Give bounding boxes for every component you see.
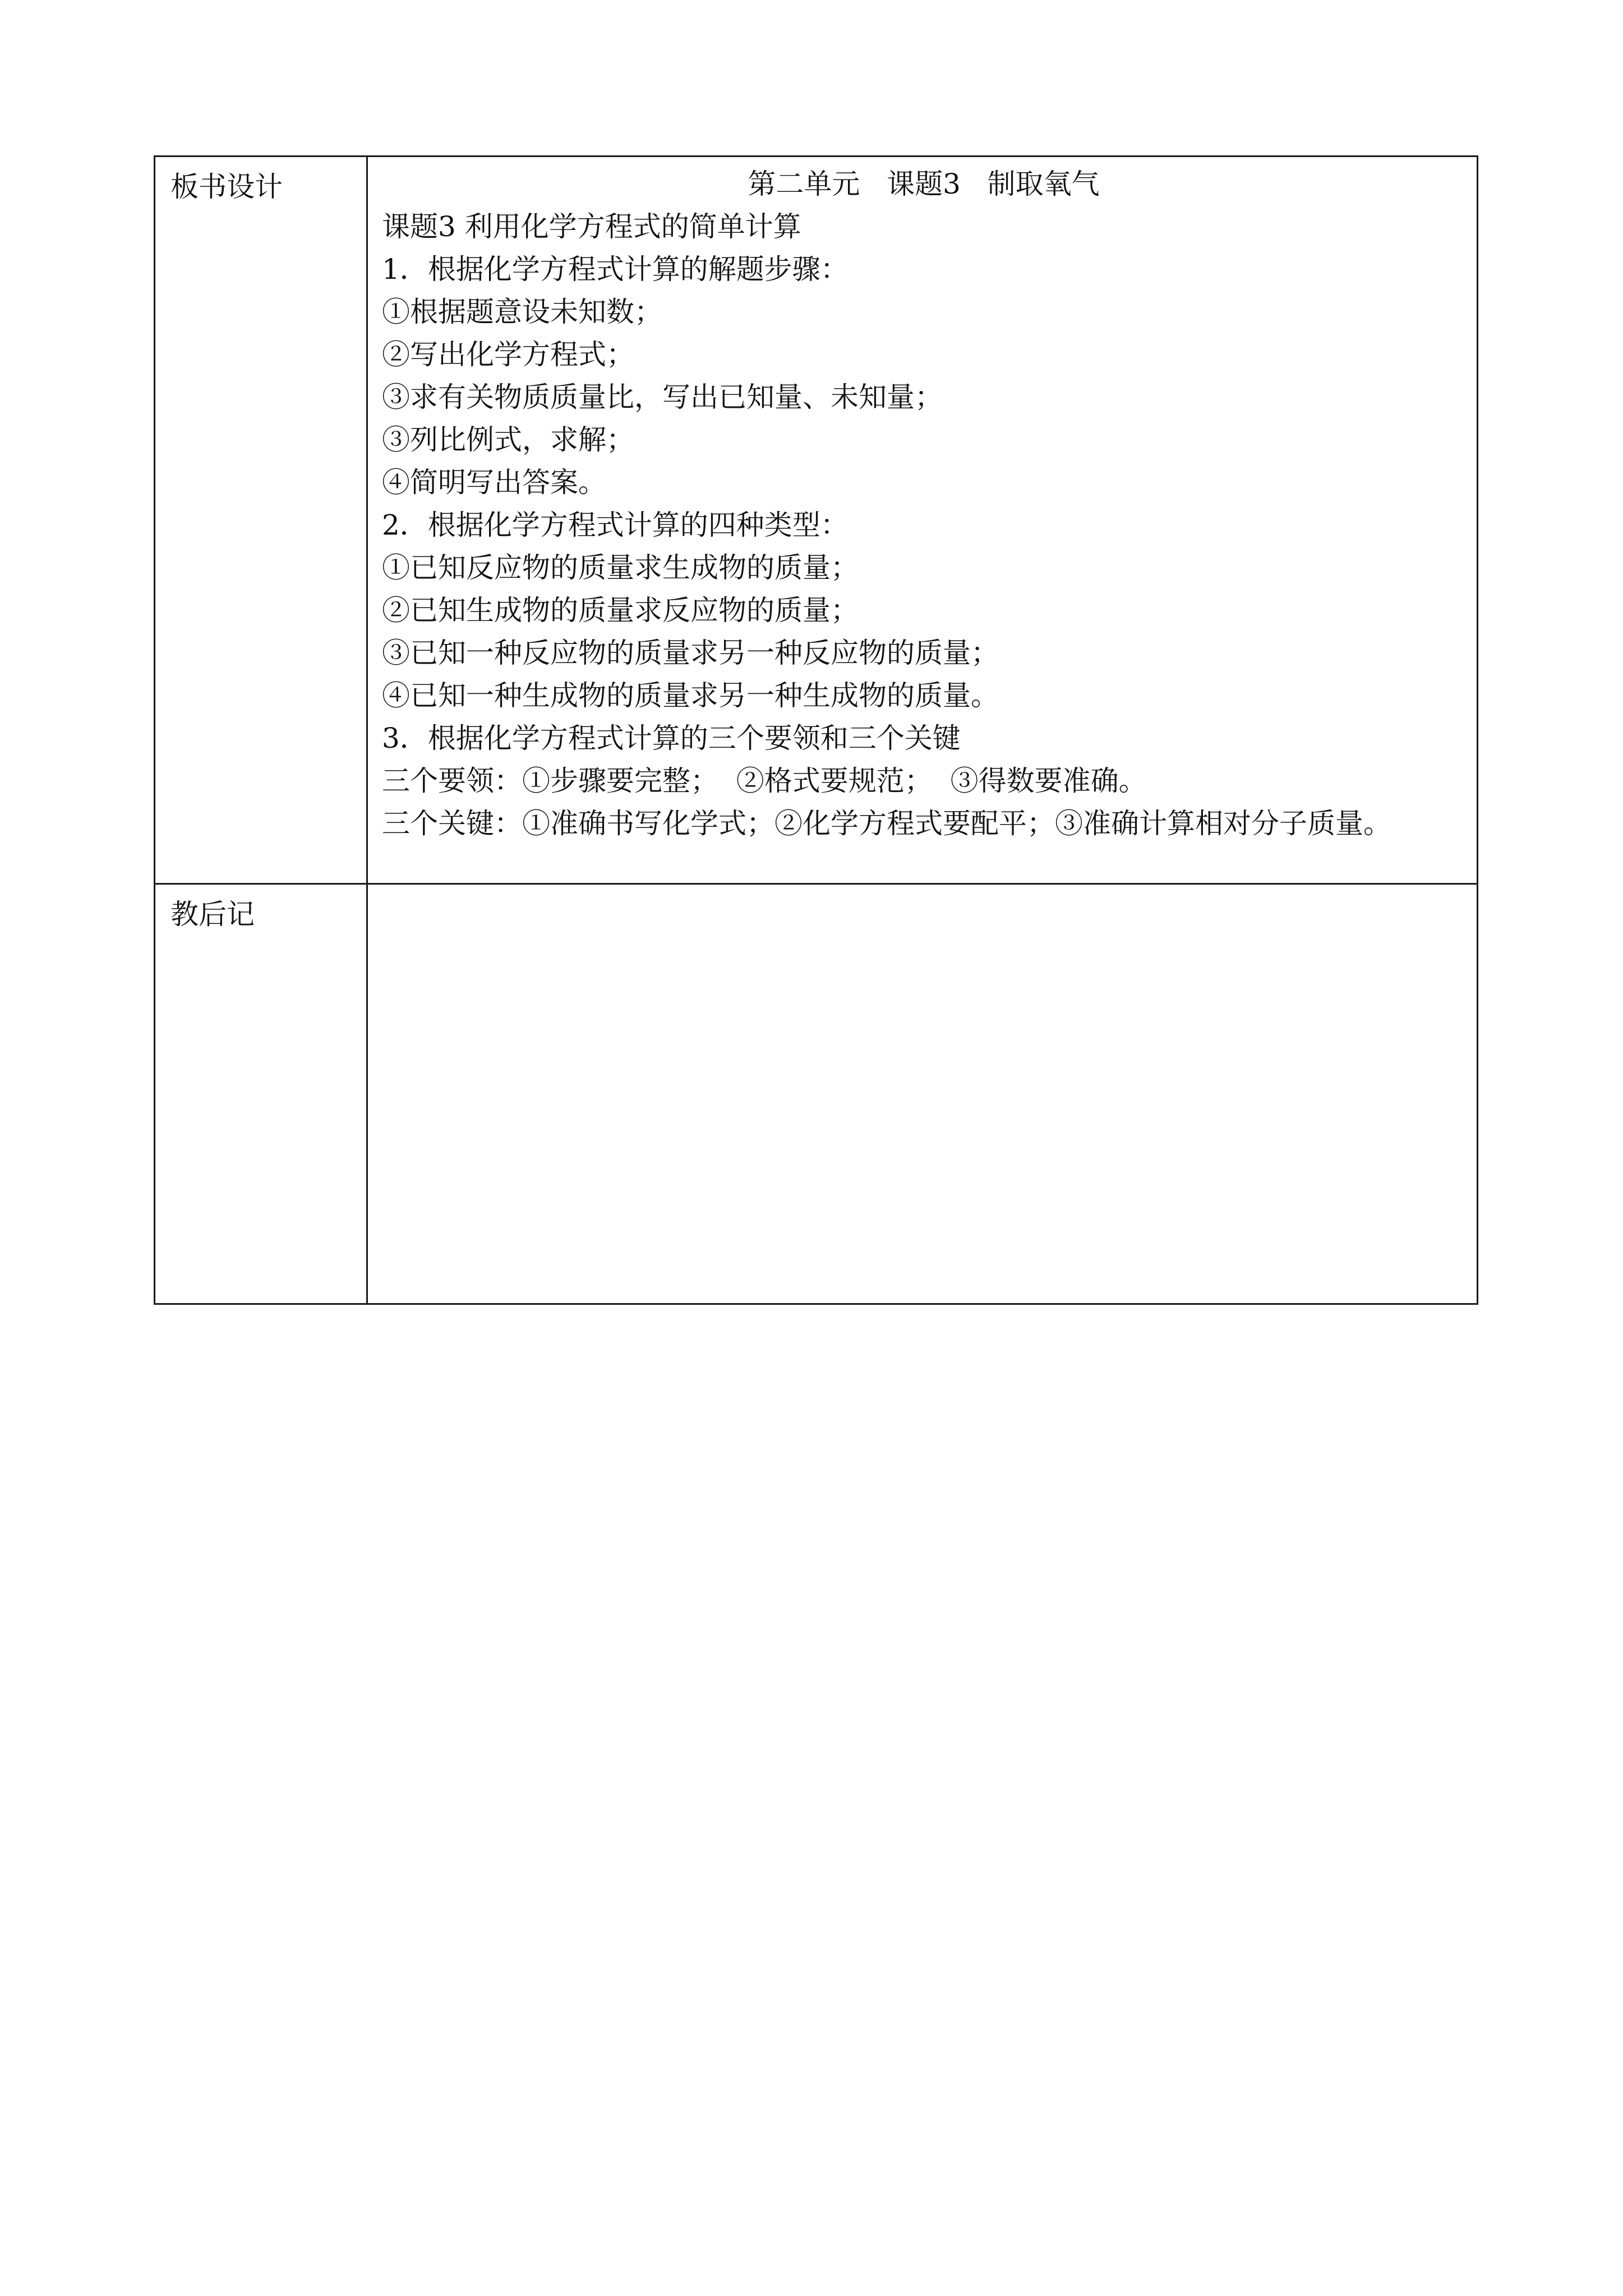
board-line-step-4: ③列比例式，求解；: [382, 424, 634, 456]
board-line-type-1: ①已知反应物的质量求生成物的质量；: [382, 551, 859, 584]
board-line-step-3: ③求有关物质质量比，写出已知量、未知量；: [382, 381, 943, 413]
teaching-notes-content: [368, 885, 1477, 890]
teaching-notes-label: 教后记: [170, 898, 255, 931]
board-line-three-essentials: 三个要领：①步骤要完整； ②格式要规范； ③得数要准确。: [382, 765, 1147, 797]
board-line-type-3: ③已知一种反应物的质量求另一种反应物的质量；: [382, 637, 999, 669]
board-line-step-5: ④简明写出答案。: [382, 466, 606, 499]
board-line-three-keys: 三个关键：①准确书写化学式；②化学方程式要配平；③准确计算相对分子质量。: [382, 807, 1391, 840]
board-design-label-cell: [155, 157, 367, 884]
board-design-title: 第二单元 课题3 制取氧气: [748, 168, 1100, 200]
teaching-notes-label-cell: [155, 884, 367, 1304]
teaching-notes-row: [155, 884, 1478, 1304]
board-design-row: [155, 157, 1478, 884]
board-design-content: [368, 157, 1477, 845]
board-line-type-2: ②已知生成物的质量求反应物的质量；: [382, 594, 859, 627]
board-line-lesson-title: 课题3 利用化学方程式的简单计算: [382, 210, 801, 243]
board-line-step-1: ①根据题意设未知数；: [382, 296, 662, 328]
board-line-essentials-heading: 3．根据化学方程式计算的三个要领和三个关键: [382, 722, 961, 754]
board-line-steps-heading: 1．根据化学方程式计算的解题步骤：: [382, 253, 849, 286]
teaching-notes-content-cell: [367, 884, 1478, 1304]
board-design-label: 板书设计: [170, 171, 283, 203]
board-line-type-4: ④已知一种生成物的质量求另一种生成物的质量。: [382, 679, 999, 712]
board-line-types-heading: 2．根据化学方程式计算的四种类型：: [382, 509, 849, 541]
board-design-content-cell: [367, 157, 1478, 884]
lesson-plan-table: [154, 155, 1478, 1305]
board-line-step-2: ②写出化学方程式；: [382, 338, 634, 371]
